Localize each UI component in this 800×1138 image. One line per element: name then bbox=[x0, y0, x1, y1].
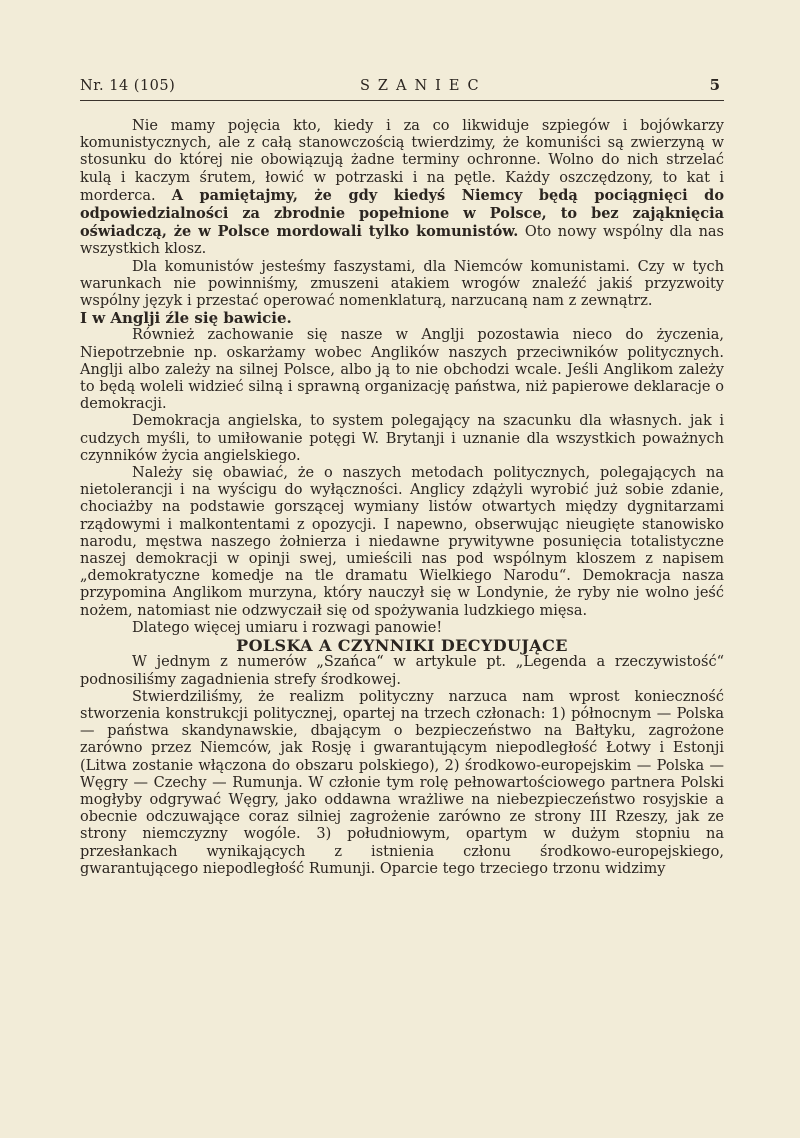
paragraph: W jednym z numerów „Szańca“ w artykule pt. „Legenda a rzeczywistość“ podnosiliśmy zagadnienia strefy środkowej. bbox=[80, 654, 724, 688]
subheading: I w Anglji źle się bawicie. bbox=[80, 309, 292, 328]
article-body bbox=[80, 118, 724, 878]
paragraph: Stwierdziliśmy, że realizm polityczny narzuca nam wprost konieczność stworzenia konstrukcji politycznej, opartej na trzech członach: 1) północnym — Polska — państwa skandynawskie, dbającym o bezpieczeństwo na Bałtyku, zagrożone zarówno przez Niemców, jak Rosję i gwarantującym niepodległość Łotwy i Estonji (Litwa zostanie włączona do obszaru polskiego), 2) środkowo-europejskim — Polska — Węgry — Czechy — Rumunja. W członie tym rolę pełnowartościowego partnera Polski mogłyby odgrywać Węgry, jako oddawna wrażliwe na niebezpieczeństwo rosyjskie a obecnie odczuwające coraz silniej zagrożenie zarówno ze strony III Rzeszy, jak ze strony niemczyzny wogóle. 3) południowym, opartym w dużym stopniu na przesłankach wynikających z istnienia członu środkowo-europejskiego, gwarantującego niepodległość Rumunji. Oparcie tego trzeciego trzonu widzimy bbox=[80, 688, 724, 877]
page-number: 5 bbox=[709, 76, 720, 94]
paragraph: Demokracja angielska, to system polegający na szacunku dla własnych. jak i cudzych myśli, to umiłowanie potęgi W. Brytanji i uznanie dla wszystkich poważnych czynników życia angielskiego. bbox=[80, 413, 724, 464]
newspaper-title: SZANIEC bbox=[360, 78, 487, 94]
paragraph: Dla komunistów jesteśmy faszystami, dla Niemców komunistami. Czy w tych warunkach nie powinniśmy, zmuszeni atakiem wrogów znaleźć jakiś przyzwoity wspólny język i przestać operować nomenklaturą, narzucaną nam z zewnątrz. bbox=[80, 258, 724, 310]
emphasis-text: A pamiętajmy, że gdy kiedyś Niemcy będą pociągnięci do odpowiedzialności za zbrodnie popełnione w Polsce, to bez zająknięcia oświadczą, że w Polsce mordowali tylko komunistów. bbox=[80, 186, 724, 241]
page-header bbox=[80, 78, 724, 101]
paragraph: Również zachowanie się nasze w Anglji pozostawia nieco do życzenia, Niepotrzebnie np. oskarżamy wobec Anglików naszych przeciwników politycznych. Anglji albo zależy na silnej Polsce, albo ją to nie obchodzi wcale. Jeśli Anglikom zależy to będą woleli widzieć silną i sprawną organizację państwa, niż papierowe deklaracje o demokracji. bbox=[80, 327, 724, 413]
paragraph: Należy się obawiać, że o naszych metodach politycznych, polegających na nietolerancji i na wyścigu do wyłączności. Anglicy zdążyli wyrobić już sobie zdanie, chociażby na podstawie gorszącej wymiany listów otwartych między dygnitarzami rządowymi i malkontentami z opozycji. I napewno, obserwując nieugięte stanowisko narodu, męstwa naszego żołnierza i niedawne prywitywne posunięcia totalistyczne naszej demokracji w opinji swej, umieścili nas pod wspólnym kloszem z napisem „demokratyczne komedje na tle dramatu Wielkiego Narodu“. Demokracja nasza przypomina Anglikom murzyna, który nauczył się w Londynie, że ryby nie wolno jeść nożem, natomiast nie odzwyczaił się od spożywania ludzkiego mięsa. bbox=[80, 465, 724, 619]
paragraph: Nie mamy pojęcia kto, kiedy i za co likwiduje szpiegów i bojówkarzy komunistycznych, ale z całą stanowczością twierdzimy, że komuniści są zwierzyną w stosunku do której nie obowiązują żadne terminy ochronne. Wolno do nich strzelać kulą i kaczym śrutem, łowić w potrzaski i na pętle. Każdy oszczędzony, to kat i morderca. A pamiętajmy, że gdy kiedyś Niemcy będą pociągnięci do odpowiedzialności za zbrodnie popełnione w Polsce, to bez zająknięcia oświadczą, że w Polsce mordowali tylko komunistów. Oto nowy wspólny dla nas wszystkich klosz. bbox=[80, 118, 724, 258]
article-heading: POLSKA A CZYNNIKI DECYDUJĄCE bbox=[236, 636, 568, 656]
issue-number: Nr. 14 (105) bbox=[80, 78, 176, 94]
paragraph: Dlatego więcej umiaru i rozwagi panowie! bbox=[132, 619, 443, 636]
